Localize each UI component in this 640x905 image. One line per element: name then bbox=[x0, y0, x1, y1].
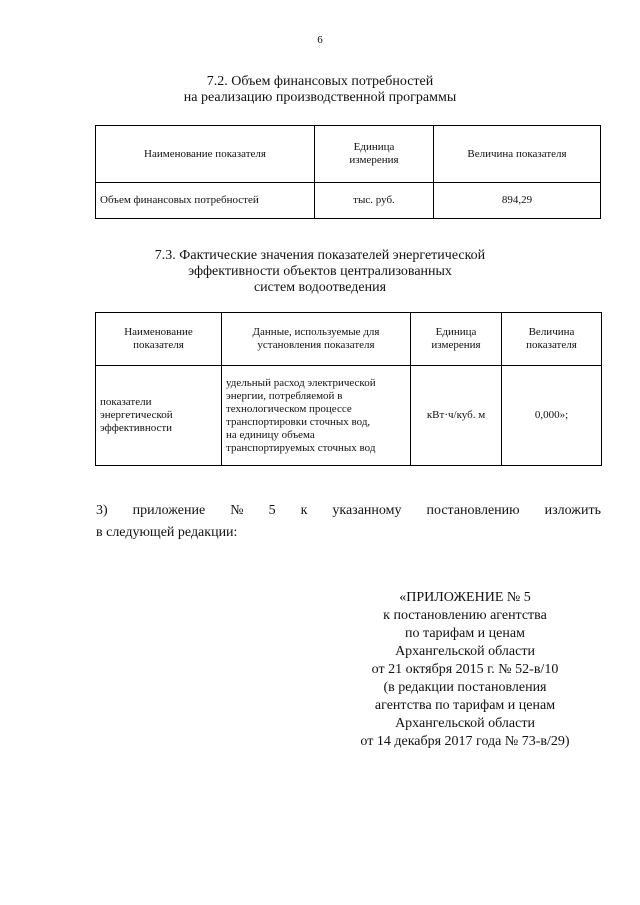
appendix-line: от 14 декабря 2017 года № 73-в/29) bbox=[360, 734, 570, 749]
amendment-paragraph bbox=[96, 500, 601, 544]
paragraph-word: к bbox=[300, 503, 308, 518]
section-7-2-title-line1: 7.2. Объем финансовых потребностей bbox=[206, 74, 434, 89]
row-name bbox=[96, 366, 222, 466]
section-7-2-title bbox=[0, 74, 640, 106]
header-name-line1: Наименование bbox=[124, 326, 193, 338]
table-row bbox=[96, 366, 602, 466]
row-name-line2: энергетической bbox=[100, 409, 173, 421]
header-unit-line1: Единица bbox=[353, 141, 395, 153]
header-unit bbox=[411, 313, 502, 366]
appendix-line: Архангельской области bbox=[395, 644, 535, 659]
appendix-line: Архангельской области bbox=[395, 716, 535, 731]
paragraph-word: приложение bbox=[132, 503, 206, 518]
header-unit-line2: измерения bbox=[431, 339, 481, 351]
row-data-line1: удельный расход электрической bbox=[226, 376, 376, 389]
header-data bbox=[222, 313, 411, 366]
appendix-line: к постановлению агентства bbox=[383, 608, 547, 623]
header-unit bbox=[315, 126, 434, 183]
paragraph-word: 5 bbox=[268, 503, 276, 518]
row-unit: тыс. руб. bbox=[315, 183, 434, 219]
row-name-line3: эффективности bbox=[100, 422, 173, 434]
table-header-row bbox=[96, 313, 602, 366]
row-name: Объем финансовых потребностей bbox=[96, 183, 315, 219]
row-data-line4: транспортировки сточных вод, bbox=[226, 415, 371, 428]
header-unit-line2: измерения bbox=[349, 154, 399, 166]
row-data-line6: транспортируемых сточных вод bbox=[226, 441, 376, 454]
row-data-line2: энергии, потребляемой в bbox=[226, 389, 343, 402]
header-name-line2: показателя bbox=[133, 339, 184, 351]
paragraph-word: 3) bbox=[96, 503, 108, 518]
appendix-header bbox=[330, 589, 600, 751]
row-value: 894,29 bbox=[434, 183, 601, 219]
paragraph-word: № bbox=[230, 503, 244, 518]
energy-efficiency-table bbox=[95, 312, 602, 466]
row-name-line1: показатели bbox=[100, 396, 152, 408]
header-value-line1: Величина bbox=[528, 326, 575, 338]
header-value: Величина показателя bbox=[434, 126, 601, 183]
paragraph-line1 bbox=[96, 500, 601, 522]
table-header-row bbox=[96, 126, 601, 183]
appendix-line: «ПРИЛОЖЕНИЕ № 5 bbox=[399, 590, 531, 605]
paragraph-word: изложить bbox=[544, 503, 601, 518]
table-row bbox=[96, 183, 601, 219]
header-value bbox=[502, 313, 602, 366]
section-7-3-title-line3: систем водоотведения bbox=[253, 280, 387, 295]
header-data-line1: Данные, используемые для bbox=[252, 326, 380, 338]
header-unit-line1: Единица bbox=[435, 326, 477, 338]
header-name: Наименование показателя bbox=[96, 126, 315, 183]
header-name bbox=[96, 313, 222, 366]
appendix-line: по тарифам и ценам bbox=[405, 626, 525, 641]
financial-needs-table bbox=[95, 125, 601, 219]
section-7-3-title-line1: 7.3. Фактические значения показателей энергетической bbox=[154, 248, 486, 263]
page-number: 6 bbox=[317, 34, 323, 46]
header-value-line2: показателя bbox=[526, 339, 577, 351]
section-7-3-title bbox=[0, 248, 640, 296]
appendix-line: (в редакции постановления bbox=[383, 680, 547, 695]
header-data-line2: установления показателя bbox=[257, 339, 375, 351]
row-unit: кВт·ч/куб. м bbox=[411, 366, 502, 466]
row-data-line5: на единицу объема bbox=[226, 428, 315, 441]
appendix-line: агентства по тарифам и ценам bbox=[374, 698, 556, 713]
paragraph-word: постановлению bbox=[426, 503, 520, 518]
appendix-line: от 21 октября 2015 г. № 52-в/10 bbox=[371, 662, 559, 677]
paragraph-line2: в следующей редакции: bbox=[96, 525, 238, 540]
row-data-line3: технологическом процессе bbox=[226, 402, 352, 415]
section-7-2-title-line2: на реализацию производственной программы bbox=[183, 90, 457, 105]
row-data bbox=[222, 366, 411, 466]
section-7-3-title-line2: эффективности объектов централизованных bbox=[188, 264, 452, 279]
row-value: 0,000»; bbox=[502, 366, 602, 466]
paragraph-word: указанному bbox=[332, 503, 402, 518]
